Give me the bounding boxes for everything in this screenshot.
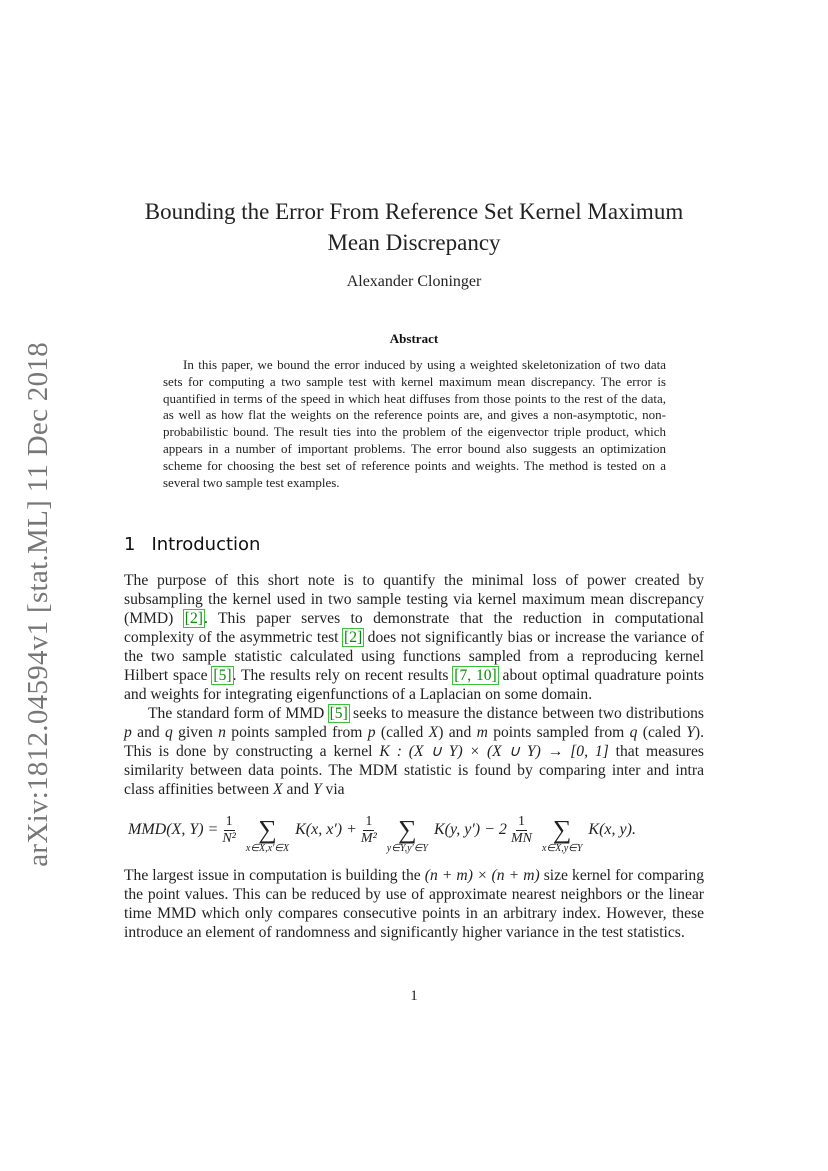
summation: ∑ x∈X,y∈Y: [541, 815, 583, 854]
citation-link[interactable]: [5]: [213, 667, 232, 684]
page-number: 1: [410, 988, 418, 1004]
intro-paragraph-1: The purpose of this short note is to quantify the minimal loss of power created by subsampling the kernel used in two sample testing via kernel maximum mean discrepancy (MMD) [2]. This paper serves to demonstrate that the reduction in computational complexity of the asymmetric test [2] does not significantly bias or increase the variance of the two sample statistic calculated using functions sampled from a reproducing kernel Hilbert space [5]. The results rely on recent results [7, 10] about optimal quadrature points and weights for integrating eigenfunctions of a Laplacian on some domain.: [124, 572, 705, 703]
section-number: 1: [124, 534, 136, 555]
summation: ∑ x∈X,x′∈X: [245, 815, 290, 854]
intro-paragraph-2: The standard form of MMD [5] seeks to measure the distance between two distributions p and q given n points sampled from p (called X) and m points sampled from q (caled Y). This is done by constructing a kernel K : (X ∪ Y) × (X ∪ Y) → [0, 1] that measures similarity between data points. The MDM statistic is found by comparing inter and intra class affinities between X and Y via: [124, 705, 705, 798]
abstract-heading: Abstract: [389, 331, 439, 346]
fraction: $\frac{1}{\text{M²}}$: [360, 813, 377, 846]
arxiv-identifier: arXiv:1812.04594v1 [stat.ML] 11 Dec 2018: [21, 342, 54, 867]
author-name: Alexander Cloninger: [346, 273, 482, 290]
section-heading: [124, 534, 260, 555]
fraction: $\frac{1}{\text{N²}}$: [222, 813, 236, 846]
citation-link[interactable]: [7, 10]: [454, 667, 497, 684]
kernel-definition: K : (X ∪ Y) × (X ∪ Y) → [0, 1]: [379, 743, 609, 760]
summation: ∑ y∈Y,y′∈Y: [386, 815, 428, 854]
section-title: Introduction: [151, 534, 261, 555]
fraction: $\frac{1}{MN}$: [510, 813, 532, 846]
citation-link[interactable]: [2]: [184, 610, 203, 627]
mmd-equation: MMD(X, Y) = $\frac{1}{\text{N²}}$ ∑ x∈X,x′∈X K(x, x′) + $\frac{1}{\text{M²}}$ ∑ y∈Y,y′∈Y K(y, y′) − 2 $\frac{1}{MN}$ ∑ x∈X,y∈Y K(x, y).: [128, 813, 636, 854]
citation-link[interactable]: [5]: [329, 705, 348, 722]
citation-link[interactable]: [2]: [344, 629, 363, 646]
paper-title: Bounding the Error From Reference Set Kernel Maximum Mean Discrepancy: [144, 199, 684, 255]
intro-paragraph-3: The largest issue in computation is building the (n + m) × (n + m) size kernel for comparing the point values. This can be reduced by use of approximate nearest neighbors or the linear time MMD which only compares consecutive points in an arbitrary index. However, these introduce an element of randomness and significantly higher variance in the test statistics.: [124, 867, 704, 941]
abstract-body: In this paper, we bound the error induced by using a weighted skeletonization of two data sets for computing a two sample test with kernel maximum mean discrepancy. The error is quantified in terms of the speed in which heat diffuses from those points to the rest of the data, as well as how flat the weights on the reference points are, and gives a non-asymptotic, non-probabilistic bound. The result ties into the problem of the eigenvector triple product, which appears in a number of important problems. The error bound also suggests an optimization scheme for choosing the best set of reference points and weights. The method is tested on a several two sample test examples.: [163, 357, 666, 490]
